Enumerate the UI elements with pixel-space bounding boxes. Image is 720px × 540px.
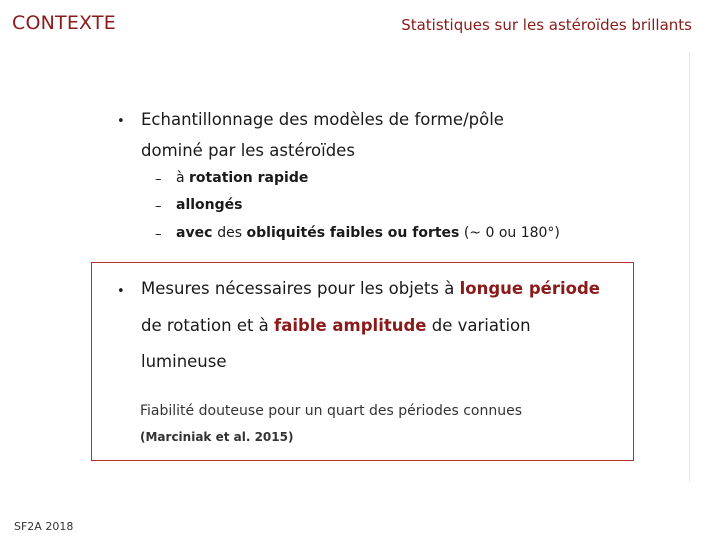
- subitem-suffix: (~ 0 ou 180°): [459, 225, 560, 241]
- bullet2-line1: [141, 279, 600, 298]
- subitem-obliquity: [176, 225, 560, 241]
- subitem-mid: des: [217, 225, 247, 241]
- text-segment: de rotation et à: [141, 316, 275, 335]
- dash-marker: –: [155, 227, 162, 242]
- emphasis-long-period: longue période: [459, 279, 600, 298]
- reference-citation: (Marciniak et al. 2015): [140, 430, 294, 444]
- subitem-bold: rotation rapide: [189, 170, 309, 186]
- bullet-marker: •: [117, 284, 125, 299]
- dash-marker: –: [155, 199, 162, 214]
- subitem-bold: obliquités faibles ou fortes: [246, 225, 460, 241]
- text-segment: de variation: [426, 316, 531, 335]
- reliability-note: Fiabilité douteuse pour un quart des périodes connues: [140, 403, 523, 419]
- slide-title: Statistiques sur les astéroïdes brillants: [401, 16, 692, 34]
- subitem-prefix: à: [176, 170, 190, 186]
- section-title: CONTEXTE: [12, 12, 116, 34]
- bullet1-line2: dominé par les astéroïdes: [141, 141, 355, 160]
- subitem-prefix: avec: [176, 225, 218, 241]
- bullet2-line3: lumineuse: [141, 352, 227, 371]
- dash-marker: –: [155, 172, 162, 187]
- subitem-rotation: [176, 170, 308, 186]
- margin-rule: [689, 52, 690, 482]
- footer-label: SF2A 2018: [14, 520, 74, 533]
- subitem-elongated: [176, 197, 242, 213]
- text-segment: Mesures nécessaires pour les objets à: [141, 279, 460, 298]
- bullet-marker: •: [117, 114, 125, 129]
- bullet1-line1: Echantillonnage des modèles de forme/pôle: [141, 110, 504, 129]
- bullet2-line2: [141, 316, 531, 335]
- emphasis-low-amplitude: faible amplitude: [274, 316, 427, 335]
- subitem-bold: allongés: [176, 197, 243, 213]
